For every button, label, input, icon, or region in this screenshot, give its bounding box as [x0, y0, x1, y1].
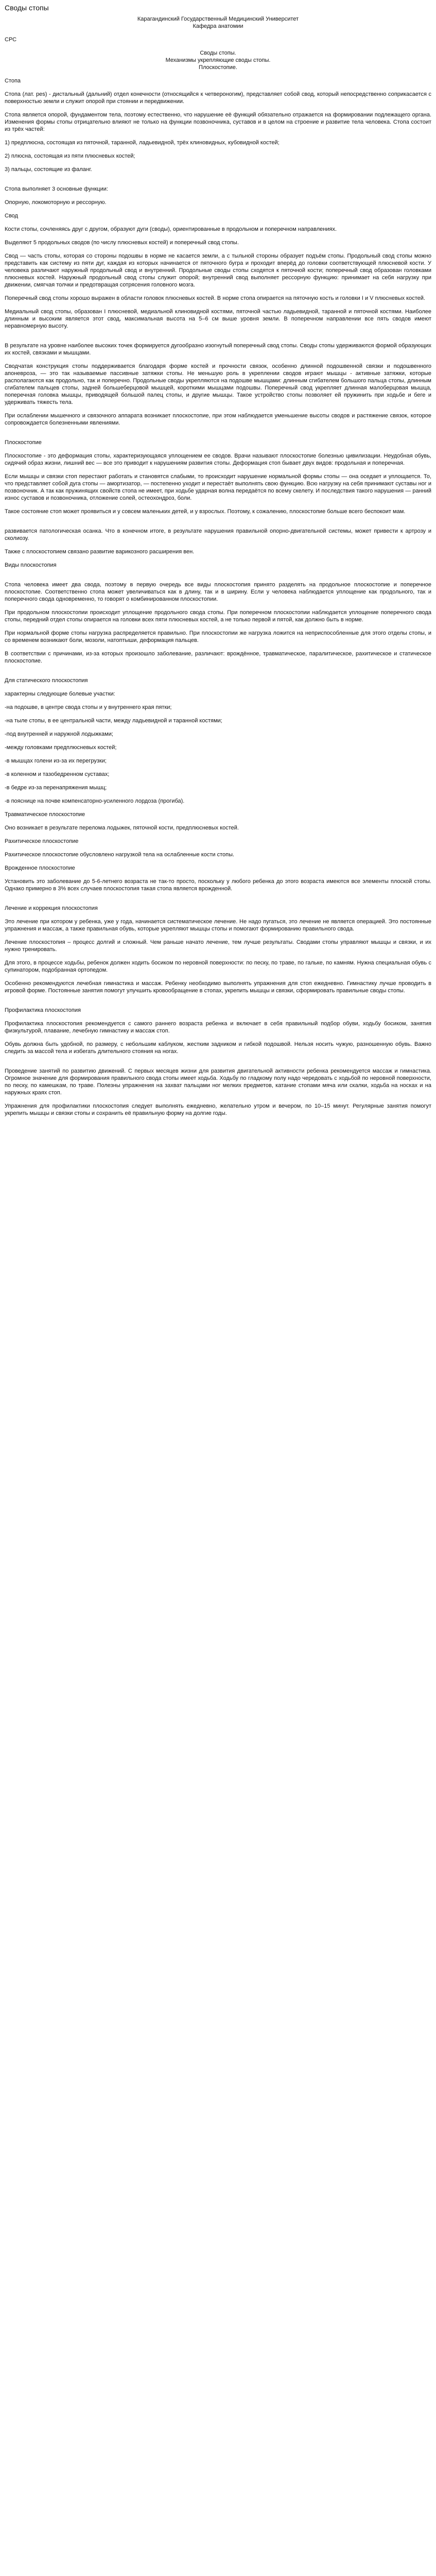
paragraph: Сводчатая конструкция стопы поддерживается благодаря форме костей и прочности связок, особенно длинной подошвенной связки и подошвенного апоневроза, — это так называемые пассивные затяжки стопы. Не меньшую роль в укреплении сводов играют мышцы - активные затяжки, которые располагаются как продольно, так и поперечно. Продольные своды укрепляются на подошве мышцами: длинным сгибателем большого пальца стопы, длинным сгибателем пальцев стопы, задней большеберцовой мышцей, короткими мышцами подошвы. Поперечный свод укрепляет длинная малоберцовая мышца, поперечная головка мышцы, приводящей большой палец стопы, и другие мышцы. Такое устройство стопы позволяет ей пружинить при ходьбе и беге и удерживать тяжесть тела. — [5, 363, 431, 405]
paragraph: -на тыле стопы, в ее центральной части, между ладьевидной и таранной костями; — [5, 718, 222, 724]
paragraph: -в мышцах голени из-за их перегрузки; — [5, 758, 107, 764]
paragraph: -между головками предплюсневых костей; — [5, 744, 117, 751]
paragraph: Если мышцы и связки стоп перестают работать и становятся слабыми, то происходит нарушение нормальной формы стопы — она оседает и уплощается. То, что представляет собой дуга стопы — амортизатор, — постепенно уходит и перестаёт выполнять свою функцию. Всю нагрузку на себя принимают суставы ног и позвоночник. А так как пружинящих свойств стопа не имеет, при ходьбе ударная волна передаётся по всему скелету. И последствия такого нарушения — ранний износ суставов и позвоночника, отложение солей, остеохондроз, боли. — [5, 473, 431, 501]
paragraph: Профилактика плоскостопия рекомендуется с самого раннего возраста ребенка и включает в себя правильный подбор обуви, ходьбу босиком, занятия физкультурой, плавание, лечебную гимнастику и массаж стоп. — [5, 1021, 431, 1034]
paragraph: Рахитическое плоскостопие обусловлено нагрузкой тела на ослабленные кости стопы. — [5, 852, 235, 858]
section — [5, 905, 431, 1007]
paragraph: 1) предплюсна, состоящая из пяточной, таранной, ладьевидной, трёх клиновидных, кубовидной костей; — [5, 140, 280, 146]
document-title: Своды стопы — [5, 4, 49, 12]
paragraph: При нормальной форме стопы нагрузка распределяется правильно. При плоскостопии же нагрузка ложится на неприспособленные для этого отделы стопы, и со временем возникают боли, мозоли, натоптыши, деформация пальцев. — [5, 630, 431, 643]
paragraph: Свод — [5, 213, 18, 219]
document-body — [5, 77, 431, 1129]
section-heading: Стопа выполняет 3 основные функции: — [5, 186, 108, 192]
topic-line-2: Механизмы укрепляющие своды стопы. — [165, 57, 271, 63]
paragraph: Стопа человека имеет два свода, поэтому в первую очередь все виды плоскостопия принято разделять на продольное плоскостопие и поперечное плоскостопие. Соответственно стопа может увеличиваться как в длину, так и в ширину. Если у человека наблюдается уплощение как продольного, так и поперечного свода одновременно, то говорят о комбинированном плоскостопии. — [5, 582, 431, 602]
paragraph: Травматическое плоскостопие — [5, 811, 85, 818]
paragraph: Профилактика плоскостопия — [5, 1007, 81, 1013]
section — [5, 581, 431, 677]
section-heading: Стопа — [5, 78, 21, 84]
section-heading: Плоскостопие — [5, 439, 42, 446]
section — [5, 677, 431, 905]
paragraph: При продольном плоскостопии происходит уплощение продольного свода стопы. При поперечном плоскостопии наблюдается уплощение поперечного свода стопы, передний отдел стопы опирается на головки всех пяти плюсневых костей, а не только первой и пятой, как должно быть в норме. — [5, 609, 431, 623]
section — [5, 77, 431, 185]
section — [5, 439, 431, 528]
topic-line-1: Своды стопы. — [200, 50, 236, 56]
paragraph: -под внутренней и наружной лодыжками; — [5, 731, 113, 737]
paragraph: При ослаблении мышечного и связочного аппарата возникает плоскостопие, при этом наблюдается уменьшение высоты сводов и растяжение связок, которое сопровождается болезненными явлениями. — [5, 413, 431, 426]
paragraph: Для этого, в процессе ходьбы, ребенок должен ходить босиком по неровной поверхности: по песку, по траве, по гальке, по камням. Нужна специальная обувь с супинатором, подобранная ортопедом. — [5, 960, 431, 973]
paragraph: Также с плоскостопием связано развитие варикозного расширения вен. — [5, 549, 195, 555]
paragraph: Поперечный свод стопы хорошо выражен в области головок плюсневых костей. В норме стопа опирается на пяточную кость и головки I и V плюсневых костей. — [5, 295, 425, 301]
paragraph: 2) плюсна, состоящая из пяти плюсневых костей; — [5, 153, 135, 159]
section — [5, 185, 431, 342]
paragraph: Рахитическое плоскостопие — [5, 838, 79, 844]
paragraph: В результате на уровне наиболее высоких точек формируется дугообразно изогнутый поперечный свод стопы. Своды стопы удерживаются формой образующих их костей, связками и мышцами. — [5, 343, 431, 356]
topic-line-3: Плоскостопие. — [199, 64, 237, 71]
paragraph: Упражнения для профилактики плоскостопия следует выполнять ежедневно, желательно утром и вечером, по 10–15 минут. Регулярные занятия помогут укрепить мышцы и связки стопы и сохранить её правильную форму на долгие годы. — [5, 1103, 431, 1116]
section — [5, 1067, 431, 1129]
paragraph: Кости стопы, сочленяясь друг с другом, образуют дуги (своды), ориентированные в продольном и поперечном направлениях. — [5, 226, 337, 232]
paragraph: Обувь должна быть удобной, по размеру, с небольшим каблуком, жестким задником и гибкой подошвой. Нельзя носить чужую, разношенную обувь. Важно следить за массой тела и избегать длительного стояния на ногах. — [5, 1041, 431, 1055]
paragraph: Стопа (лат. pes) - дистальный (дальний) отдел конечности (относящийся к четвероногим), представляет собой свод, который непосредственно соприкасается с поверхностью земли и служит опорой при стоянии и передвижении. — [5, 91, 431, 105]
paragraph: Виды плоскостопия — [5, 562, 57, 568]
paragraph: Врожденное плоскостопие — [5, 865, 75, 871]
paragraph: Свод — часть стопы, которая со стороны подошвы в норме не касается земли, а с тыльной стороны образует подъём стопы. Продольный свод стопы можно представить как систему из пяти дуг, каждая из которых начинается от пяточного бугра и проходит вперёд до головки соответствующей плюсневой кости. У человека различают наружный продольный свод и внутренний. Продольные своды стопы сходятся к пяточной кости; поперечный свод образован головками плюсневых костей. Наружный продольный свод стопы служит опорой; внутренний свод выполняет рессорную функцию: принимает на себя нагрузку при движении, смягчая толчки и предотвращая сотрясения головного мозга. — [5, 253, 431, 288]
paragraph: Лечение и коррекция плоскостопия — [5, 905, 98, 911]
paragraph: Такое состояние стоп может проявиться и у совсем маленьких детей, и у взрослых. Поэтому, к сожалению, плоскостопие больше всего беспокоит мам. — [5, 509, 406, 515]
paragraph: -на подошве, в центре свода стопы и у внутреннего края пятки; — [5, 704, 172, 710]
paragraph: -в пояснице на почве компенсаторно-усиленного лордоза (прогиба). — [5, 798, 185, 804]
document — [0, 0, 436, 1129]
section — [5, 1007, 431, 1067]
paragraph: Плоскостопие - это деформация стопы, характеризующаяся уплощением ее сводов. Врачи называют плоскостопие болезнью цивилизации. Неудобная обувь, сидячий образ жизни, лишний вес — все это приводит к нарушениям развития стопы. Деформация стоп бывает двух видов: продольная и поперечная. — [5, 453, 431, 466]
work-type: СРС — [5, 37, 17, 43]
paragraph: Лечение плоскостопия – процесс долгий и сложный. Чем раньше начато лечение, тем лучше результаты. Сводами стопы управляют мышцы и связки, и их нужно тренировать. — [5, 939, 431, 953]
paragraph: Медиальный свод стопы, образован I плюсневой, медиальной клиновидной костями, пяточной частью ладьевидной, таранной и пяточной костями. Наиболее длинным и высоким является этот свод, максимальная высота на 5–6 см выше уровня земли. В поперечном направлении все пять сводов имеют неравномерную высоту. — [5, 309, 431, 329]
paragraph: 3) пальцы, состоящие из фаланг. — [5, 166, 92, 173]
paragraph: -в бедре из-за перенапряжения мышц; — [5, 785, 107, 791]
department-name: Кафедра анатомии — [193, 23, 243, 29]
paragraph: Опорную, локомоторную и рессорную. — [5, 199, 107, 206]
paragraph: -в коленном и тазобедренном суставах; — [5, 771, 110, 777]
section — [5, 528, 431, 581]
paragraph: Проведение занятий по развитию движений. С первых месяцев жизни для развития двигательной активности ребенка рекомендуется массаж и гимнастика. Огромное значение для формирования правильного свода стопы имеет ходьба. Ходьбу по гладкому полу надо чередовать с ходьбой по неровной поверхности, по песку, по камешкам, по траве. Полезны упражнения на захват пальцами ног мелких предметов, катание стопами мяча или скалки, ходьба на носках и на наружных краях стоп. — [5, 1068, 431, 1096]
paragraph: Это лечение при котором у ребенка, уже у года, начинается систематическое лечение. Не надо пугаться, это лечение не является операцией. Это постоянные упражнения и массаж, а также правильная обувь, которые укрепляют мышцы стопы и помогают формированию правильного свода. — [5, 919, 431, 932]
paragraph: В соответствии с причинами, из-за которых произошло заболевание, различают: врождённое, травматическое, паралитическое, рахитическое и статическое плоскостопие. — [5, 651, 431, 664]
paragraph: характерны следующие болевые участки: — [5, 691, 115, 697]
paragraph: Оно возникает в результате перелома лодыжек, пяточной кости, предплюсневых костей. — [5, 825, 239, 831]
paragraph: развивается патологическая осанка. Что в конечном итоге, в результате нарушения правильной опорно-двигательной системы, может привести к артрозу и сколиозу. — [5, 528, 431, 541]
paragraph: Стопа является опорой, фундаментом тела, поэтому естественно, что нарушение её функций обязательно отражается на формировании подлежащего органа. Изменения формы стопы отрицательно влияют не только на функции позвоночника, суставов и в целом на строение и развитие тела человека. Стопа состоит из трёх частей: — [5, 112, 431, 132]
section-heading: Для статического плоскостопия — [5, 677, 88, 684]
paragraph: Выделяют 5 продольных сводов (по числу плюсневых костей) и поперечный свод стопы. — [5, 240, 239, 246]
section — [5, 342, 431, 439]
paragraph: Установить это заболевание до 5-6-летнего возраста не так-то просто, поскольку у любого ребенка до этого возраста имеются все элементы плоской стопы. Однако примерно в 3% всех случаев плоскостопия такая стопа является врожденной. — [5, 878, 431, 892]
paragraph: Особенно рекомендуются лечебная гимнастика и массаж. Ребенку необходимо выполнять упражнения для стоп ежедневно. Гимнастику лучше проводить в игровой форме. Постоянные занятия помогут улучшить кровообращение в стопах, укрепить мышцы и связки, сформировать правильные своды стопы. — [5, 980, 431, 994]
university-name: Карагандинский Государственный Медицинский Университет — [137, 16, 299, 22]
